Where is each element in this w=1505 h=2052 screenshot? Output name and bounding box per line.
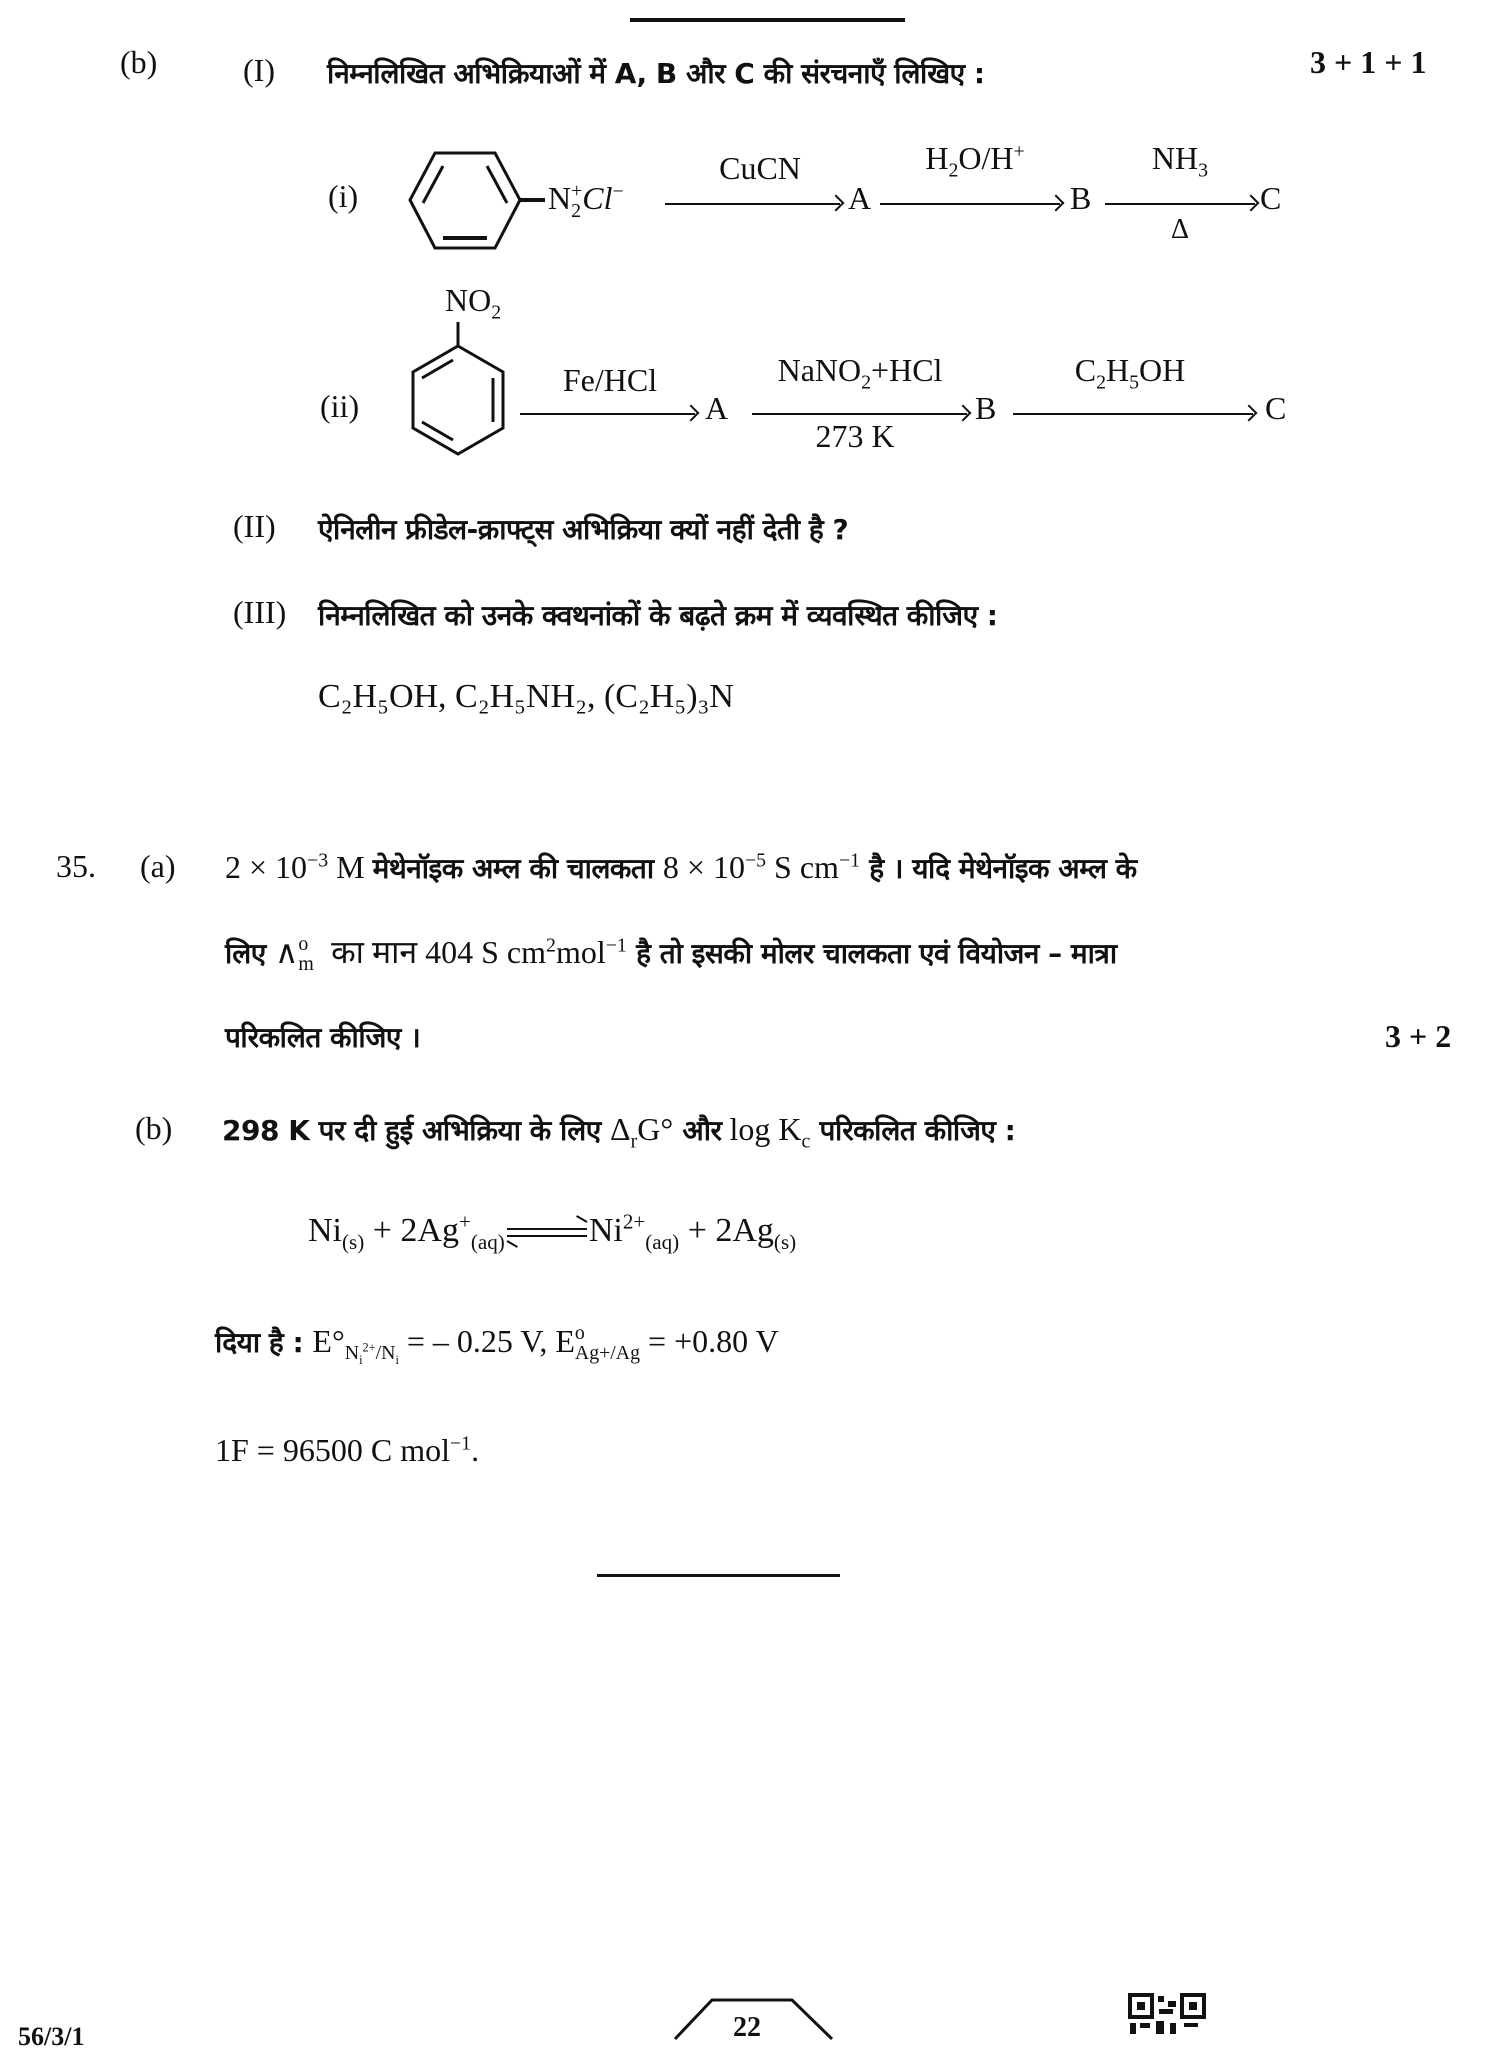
part-b-prompt: 298 K पर दी हुई अभिक्रिया के लिए $\Delta_rG^\circ$ और $\log K_c$ परिकलित कीजिए : bbox=[222, 1111, 1016, 1153]
given-potentials: दिया है : $E^\circ_{N_i^{2+}/N_i}$ = – 0.25 V, E o Ag+/Ag = +0.80 V bbox=[215, 1321, 779, 1368]
diazonium-sub: 2 bbox=[571, 199, 582, 222]
reaction-arrow-ii-1 bbox=[520, 413, 695, 415]
reagent-cucn: CuCN bbox=[719, 150, 801, 186]
benzene-ring-icon bbox=[405, 148, 550, 258]
product-A-i: A bbox=[848, 180, 872, 216]
reaction-i-label: (i) bbox=[328, 178, 359, 214]
cell-reaction-equation: $Ni_{(s)} + 2Ag^+_{(aq)}$ $Ni^{2+}_{(aq)} + 2Ag_{(s)}$ bbox=[308, 1209, 797, 1254]
top-separator-rule bbox=[630, 18, 905, 22]
reaction-arrow-ii-2 bbox=[752, 413, 967, 415]
reaction-arrow-i-1 bbox=[665, 203, 840, 205]
end-separator-rule bbox=[597, 1574, 840, 1577]
product-B-ii: B bbox=[975, 390, 997, 426]
part-label-II: (II) bbox=[233, 508, 276, 544]
equilibrium-arrow-icon bbox=[507, 1222, 587, 1244]
faraday-constant: 1F = 96500 C mol$^{-1}$. bbox=[215, 1432, 480, 1468]
reaction-arrow-ii-3 bbox=[1013, 413, 1253, 415]
nitrobenzene-ring-icon bbox=[400, 320, 510, 470]
reagent-nh3: $NH_3$ bbox=[1151, 140, 1209, 182]
reagent-fe-hcl: Fe/HCl bbox=[562, 362, 658, 398]
chloride-ion: Cl bbox=[582, 180, 613, 216]
part-I-marks: 3 + 1 + 1 bbox=[1310, 44, 1427, 80]
reaction-arrow-i-3 bbox=[1105, 203, 1255, 205]
reagent-h2o-h: $H_2O/H^+$ bbox=[925, 140, 1025, 182]
product-B-i: B bbox=[1070, 180, 1092, 216]
part-a-marks: 3 + 2 bbox=[1385, 1018, 1452, 1054]
part-a-line2: लिए ∧ o m का मान 404 S $cm^2mol^{-1}$ है तो इसकी मोलर चालकता एवं वियोजन – मात्रा bbox=[225, 932, 1117, 975]
paper-code: 56/3/1 bbox=[18, 2022, 85, 2051]
part-II-prompt: ऐनिलीन फ्रीडेल-क्राफ्ट्स अभिक्रिया क्यों नहीं देती है ? bbox=[318, 513, 849, 546]
reaction-arrow-i-2 bbox=[880, 203, 1060, 205]
part-label-a: (a) bbox=[140, 848, 176, 884]
nitro-group: $NO_2$ bbox=[445, 282, 502, 324]
product-A-ii: A bbox=[705, 390, 729, 426]
part-I-prompt: निम्नलिखित अभिक्रियाओं में A, B और C की संरचनाएँ लिखिए : bbox=[327, 57, 985, 90]
diazonium-group bbox=[548, 180, 624, 222]
qr-code-icon bbox=[1128, 1993, 1208, 2034]
part-III-prompt: निम्नलिखित को उनके क्वथनांकों के बढ़ते क्रम में व्यवस्थित कीजिए : bbox=[318, 599, 998, 632]
part-a-line1: $2 \times 10^{-3}$ M मेथेनॉइक अम्ल की चालकता $8 \times 10^{-5}$ S $cm^{-1}$ है । यदि मेथेनॉइक अम्ल के bbox=[225, 849, 1137, 885]
diazonium-n: N bbox=[548, 180, 572, 216]
diazonium-charge: + bbox=[571, 179, 583, 202]
question-label-b: (b) bbox=[120, 44, 158, 80]
reaction-ii-label: (ii) bbox=[320, 388, 360, 424]
question-number-35: 35. bbox=[56, 848, 96, 884]
product-C-i: C bbox=[1260, 180, 1282, 216]
temperature-condition: 273 K bbox=[815, 418, 895, 454]
compounds-list: C₂H₅OH, C₂H₅NH₂, (C₂H₅)₃N bbox=[318, 678, 734, 715]
part-label-b-35: (b) bbox=[135, 1110, 173, 1146]
part-label-I: (I) bbox=[243, 52, 275, 88]
part-label-III: (III) bbox=[233, 594, 287, 630]
part-a-line3: परिकलित कीजिए । bbox=[225, 1021, 421, 1054]
chloride-charge: − bbox=[612, 180, 624, 203]
reagent-nano2-hcl: NaNO$_2$+HCl bbox=[777, 352, 943, 394]
product-C-ii: C bbox=[1265, 390, 1287, 426]
heat-condition: Δ bbox=[1170, 214, 1189, 245]
reagent-ethanol: $C_2H_5OH$ bbox=[1074, 352, 1186, 394]
page-number: 22 bbox=[733, 2012, 761, 2043]
